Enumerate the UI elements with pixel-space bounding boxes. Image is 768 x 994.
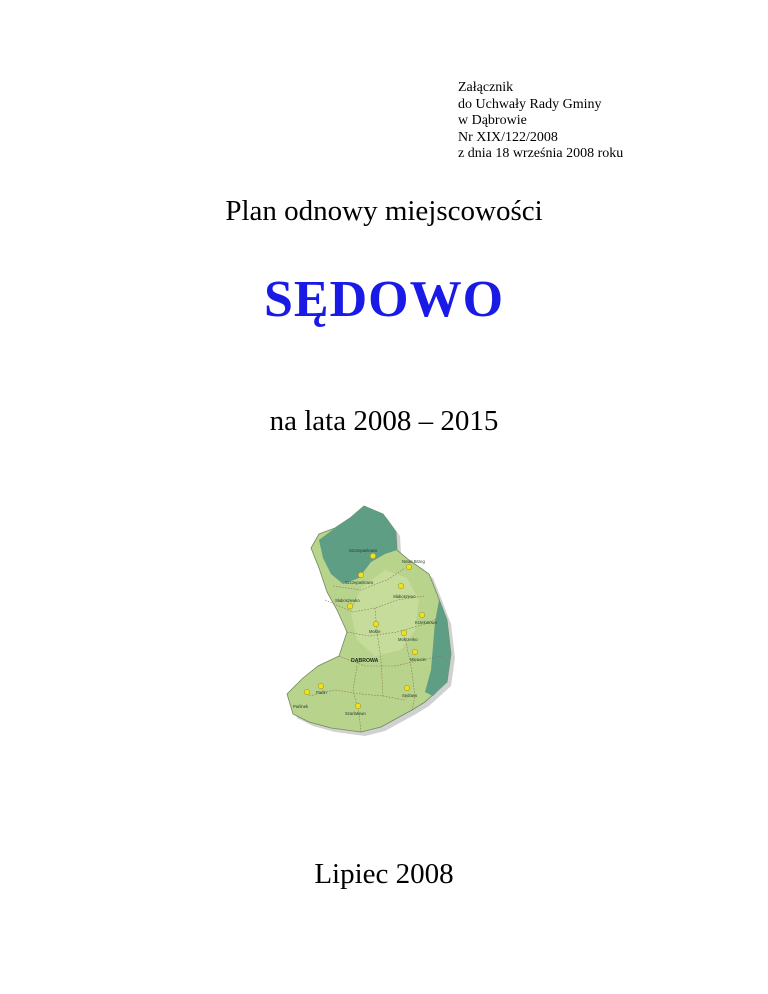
map-label: Sędowo xyxy=(402,693,418,698)
map-label: Mierucin xyxy=(410,657,426,662)
annex-line-1: Załącznik xyxy=(458,80,514,95)
village-marker xyxy=(404,685,410,691)
annex-line-3: w Dąbrowie xyxy=(458,113,527,128)
map-label: Słaboszewko xyxy=(335,598,360,603)
map-label-main-town: DĄBROWA xyxy=(351,658,379,664)
village-marker xyxy=(401,630,407,636)
village-marker xyxy=(304,689,310,695)
plan-title: Plan odnowy miejscowości xyxy=(225,195,543,227)
publication-date: Lipiec 2008 xyxy=(314,858,454,890)
commune-map xyxy=(265,500,485,755)
annex-note xyxy=(458,80,623,163)
plan-years: na lata 2008 – 2015 xyxy=(269,405,499,437)
village-name: SĘDOWO xyxy=(263,271,505,328)
annex-line-2: do Uchwały Rady Gminy xyxy=(458,96,602,112)
commune-map-svg xyxy=(265,500,485,755)
map-label: Szczepankowo xyxy=(345,580,374,585)
map-label: Słaboszewo xyxy=(393,594,416,599)
map-label: Mokrzerko xyxy=(398,637,418,642)
village-marker xyxy=(373,621,379,627)
annex-line-5: z dnia 18 września 2008 roku xyxy=(458,146,624,161)
village-marker xyxy=(347,603,353,609)
village-marker xyxy=(398,583,404,589)
map-label: Nowe Brzeg xyxy=(402,559,425,564)
map-label: Parlinek xyxy=(293,704,309,709)
village-marker xyxy=(419,612,425,618)
village-marker xyxy=(406,564,412,570)
annex-line-4: Nr XIX/122/2008 xyxy=(458,129,558,145)
map-label: Mokre xyxy=(369,629,381,634)
map-label: Krzekotowo xyxy=(415,620,437,625)
village-marker xyxy=(370,553,376,559)
village-marker xyxy=(358,572,364,578)
map-label: Parlin xyxy=(316,690,327,695)
village-marker xyxy=(318,683,324,689)
map-label: Szczepankowo xyxy=(349,548,378,553)
village-marker xyxy=(355,703,361,709)
map-label: Szarlatowo xyxy=(345,711,366,716)
village-marker xyxy=(412,649,418,655)
